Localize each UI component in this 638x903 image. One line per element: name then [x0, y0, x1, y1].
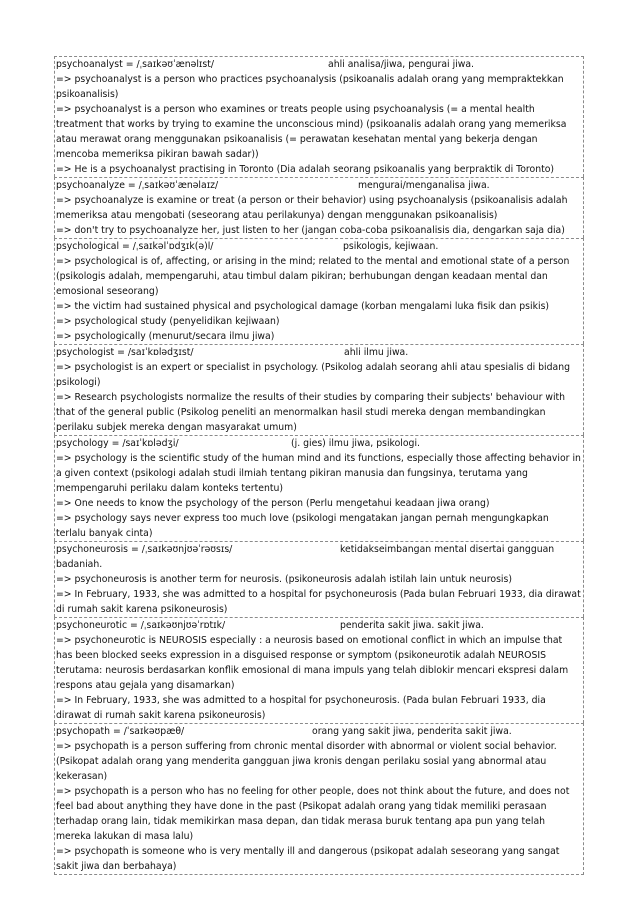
entry-headline [56, 57, 581, 72]
entry-headword: psychoanalyze = /ˌsaɪkəʊˈænəlaɪz/ [56, 180, 219, 191]
entry-headline [56, 618, 581, 633]
entry-meaning: ketidakseimbangan mental disertai gangguan badaniah. [56, 544, 555, 570]
dictionary-page [54, 56, 584, 875]
entry-headline [56, 239, 581, 254]
entry-meaning: orang yang sakit jiwa, penderita sakit jiwa. [312, 726, 512, 737]
entry-headword: psychopath = /ˈsaɪkəʊpæθ/ [56, 726, 185, 737]
entry-psychopath [54, 723, 584, 875]
entry-psychology [54, 435, 584, 541]
entry-headline [56, 436, 581, 451]
example-line: => psychoanalyze is examine or treat (a person or their behavior) using psychoanalysis (psikoanalisis adalah memeriksa atau mengobati (seseorang atau perilakunya) dengan menggunakan psikoanalisis) [56, 195, 568, 221]
example-line: => the victim had sustained physical and psychological damage (korban mengalami luka fisik dan psikis) [56, 301, 550, 312]
example-line: => psychology is the scientific study of the human mind and its functions, especially those affecting behavior in a given context (psikologi adalah studi ilmiah tentang pikiran manusia dan fungsinya, terutama yang mempengaruhi perilaku dalam konteks tertentu) [56, 453, 581, 494]
example-line: => He is a psychoanalyst practising in Toronto (Dia adalah seorang psikoanalis yang berpraktik di Toronto) [56, 164, 555, 175]
example-line: => psychoneurosis is another term for neurosis. (psikoneurosis adalah istilah lain untuk neurosis) [56, 574, 512, 585]
entry-meaning: ahli ilmu jiwa. [344, 347, 409, 358]
entry-headword: psychological = /ˌsaɪkəlˈɒdʒɪk(ə)l/ [56, 241, 214, 252]
example-line: => psychopath is someone who is very mentally ill and dangerous (psikopat adalah seseorang yang sangat sakit jiwa dan berbahaya) [56, 846, 560, 872]
entry-headline [56, 345, 581, 360]
entry-meaning: penderita sakit jiwa. sakit jiwa. [340, 620, 484, 631]
entry-psychoneurosis [54, 541, 584, 617]
example-line: => psychologist is an expert or specialist in psychology. (Psikolog adalah seorang ahli atau spesialis di bidang psikologi) [56, 362, 571, 388]
entry-meaning: (j. gies) ilmu jiwa, psikologi. [291, 438, 420, 449]
example-line: => psychoanalyst is a person who examines or treats people using psychoanalysis (= a mental health treatment that works by trying to examine the unconscious mind) (psikoanalis adalah orang yang memeriksa atau merawat orang menggunakan psikoanalisis (= perawatan kesehatan mental yang bekerja dengan mencoba memeriksa pikiran bawah sadar)) [56, 104, 567, 160]
entry-psychological [54, 238, 584, 344]
example-line: => psychoanalyst is a person who practices psychoanalysis (psikoanalis adalah orang yang mempraktekkan psikoanalisis) [56, 74, 564, 100]
entry-psychoanalyze [54, 177, 584, 238]
entry-headword: psychoneurotic = /ˌsaɪkəʊnjʊəˈrɒtɪk/ [56, 620, 226, 631]
example-line: => In February, 1933, she was admitted to a hospital for psychoneurosis (Pada bulan Februari 1933, dia dirawat di rumah sakit karena psikoneurosis) [56, 589, 581, 615]
entry-headword: psychoanalyst = /ˌsaɪkəʊˈænəlɪst/ [56, 59, 214, 70]
example-line: => psychologically (menurut/secara ilmu jiwa) [56, 331, 275, 342]
entry-headword: psychology = /saɪˈkɒlədʒi/ [56, 438, 179, 449]
example-line: => psychoneurotic is NEUROSIS especially : a neurosis based on emotional conflict in which an impulse that has been blocked seeks expression in a disguised response or symptom (psikoneurotik adalah NEUROSIS terutama: neurosis berdasarkan konflik emosional di mana impuls yang telah diblokir mencari ekspresi dalam respons atau gejala yang disamarkan) [56, 635, 569, 691]
entry-meaning: ahli analisa/jiwa, pengurai jiwa. [328, 59, 474, 70]
entry-psychoanalyst [54, 56, 584, 177]
entry-psychologist [54, 344, 584, 435]
entry-headline [56, 542, 581, 572]
example-line: => psychology says never express too much love (psikologi mengatakan jangan pernah mengungkapkan terlalu banyak cinta) [56, 513, 549, 539]
entry-headword: psychologist = /saɪˈkɒlədʒɪst/ [56, 347, 194, 358]
example-line: => psychopath is a person suffering from chronic mental disorder with abnormal or violent social behavior. (Psikopat adalah orang yang menderita gangguan jiwa kronis dengan perilaku sosial yang abnormal atau kekerasan) [56, 741, 557, 782]
entry-headline [56, 724, 581, 739]
entry-meaning: mengurai/menganalisa jiwa. [358, 180, 490, 191]
example-line: => Research psychologists normalize the results of their studies by comparing their subjects' behaviour with that of the general public (Psikolog peneliti an menormalkan hasil studi mereka dengan membandingkan perilaku subjek mereka dengan masyarakat umum) [56, 392, 566, 433]
entry-headword: psychoneurosis = /ˌsaɪkəʊnjʊəˈrəʊsɪs/ [56, 544, 233, 555]
entry-psychoneurotic [54, 617, 584, 723]
example-line: => psychological is of, affecting, or arising in the mind; related to the mental and emotional state of a person (psikologis adalah, mempengaruhi, atau timbul dalam pikiran; berhubungan dengan keadaan mental dan emosional seseorang) [56, 256, 570, 297]
example-line: => psychopath is a person who has no feeling for other people, does not think about the future, and does not feel bad about anything they have done in the past (Psikopat adalah orang yang tidak memiliki perasaan terhadap orang lain, tidak memikirkan masa depan, dan tidak merasa buruk tentang apa pun yang telah mereka lakukan di masa lalu) [56, 786, 570, 842]
entry-headline [56, 178, 581, 193]
example-line: => One needs to know the psychology of the person (Perlu mengetahui keadaan jiwa orang) [56, 498, 490, 509]
entry-meaning: psikologis, kejiwaan. [343, 241, 439, 252]
example-line: => psychological study (penyelidikan kejiwaan) [56, 316, 280, 327]
example-line: => don't try to psychoanalyze her, just listen to her (jangan coba-coba psikoanalisis dia, dengarkan saja dia) [56, 225, 565, 236]
example-line: => In February, 1933, she was admitted to a hospital for psychoneurosis. (Pada bulan Februari 1933, dia dirawat di rumah sakit karena psikoneurosis) [56, 695, 546, 721]
